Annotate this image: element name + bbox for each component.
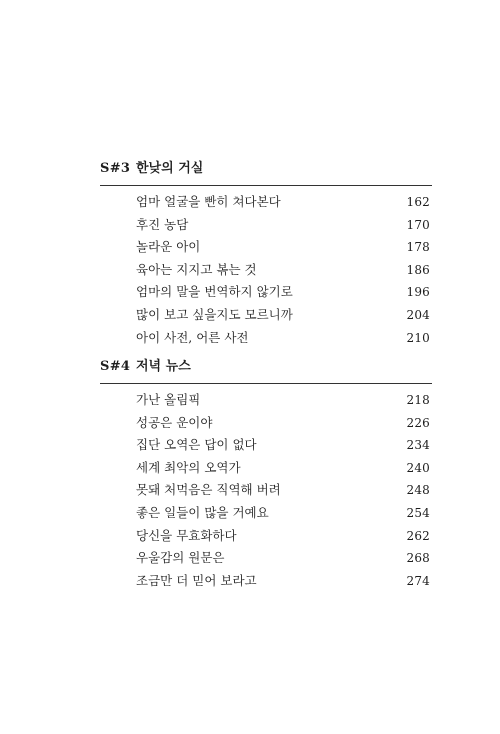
chapter-title: 못돼 처먹음은 직역해 버려 bbox=[136, 482, 281, 498]
page-number: 162 bbox=[406, 195, 430, 209]
chapter-title: 조금만 더 믿어 보라고 bbox=[136, 572, 257, 588]
chapter-title: 성공은 운이야 bbox=[136, 414, 213, 430]
section-code: S#3 bbox=[100, 161, 131, 176]
section-s4 bbox=[0, 355, 500, 588]
chapter-title: 놀라운 아이 bbox=[136, 239, 201, 255]
chapter-title: 좋은 일들이 많을 거예요 bbox=[136, 504, 269, 520]
page-number: 170 bbox=[406, 217, 430, 232]
chapter-entry[interactable] bbox=[136, 434, 430, 457]
chapter-title: 많이 보고 싶을지도 모르니까 bbox=[136, 306, 293, 322]
section-header bbox=[0, 355, 500, 379]
page-number: 186 bbox=[406, 262, 430, 277]
chapter-title: 육아는 지지고 볶는 것 bbox=[136, 261, 257, 277]
chapter-entry[interactable] bbox=[136, 389, 430, 412]
chapter-entry[interactable] bbox=[136, 570, 430, 593]
chapter-list bbox=[136, 191, 430, 349]
page-number: 262 bbox=[406, 528, 430, 543]
page-number: 240 bbox=[406, 460, 430, 475]
chapter-title: 가난 올림픽 bbox=[136, 392, 201, 407]
page-number: 234 bbox=[406, 438, 430, 453]
chapter-title: 엄마의 말을 번역하지 않기로 bbox=[136, 284, 293, 300]
page-number: 196 bbox=[406, 285, 430, 300]
page-number: 178 bbox=[406, 240, 430, 255]
chapter-entry[interactable] bbox=[136, 412, 430, 435]
chapter-title: 아이 사전, 어른 사전 bbox=[136, 329, 249, 345]
chapter-entry[interactable] bbox=[136, 214, 430, 237]
chapter-title: 우울감의 원문은 bbox=[136, 550, 225, 566]
section-divider bbox=[100, 185, 432, 186]
chapter-title: 엄마 얼굴을 빤히 쳐다본다 bbox=[136, 194, 281, 209]
page-number: 254 bbox=[406, 505, 430, 520]
page-number: 204 bbox=[406, 307, 430, 322]
chapter-entry[interactable] bbox=[136, 304, 430, 327]
chapter-entry[interactable] bbox=[136, 457, 430, 480]
page-number: 268 bbox=[406, 551, 430, 566]
chapter-title: 세계 최악의 오역가 bbox=[136, 459, 241, 475]
chapter-list bbox=[136, 389, 430, 592]
section-s3 bbox=[0, 157, 500, 345]
section-title: 한낮의 거실 bbox=[136, 161, 204, 176]
chapter-title: 집단 오역은 답이 없다 bbox=[136, 437, 257, 453]
section-code: S#4 bbox=[100, 359, 131, 374]
page-number: 226 bbox=[406, 415, 430, 430]
chapter-entry[interactable] bbox=[136, 259, 430, 282]
page-number: 274 bbox=[406, 573, 430, 588]
chapter-entry[interactable] bbox=[136, 327, 430, 350]
chapter-entry[interactable] bbox=[136, 525, 430, 548]
chapter-entry[interactable] bbox=[136, 236, 430, 259]
section-title: 저녁 뉴스 bbox=[136, 359, 191, 374]
page-number: 248 bbox=[406, 483, 430, 498]
chapter-title: 후진 농담 bbox=[136, 216, 189, 232]
chapter-title: 당신을 무효화하다 bbox=[136, 527, 237, 543]
page-number: 218 bbox=[406, 393, 430, 407]
chapter-entry[interactable] bbox=[136, 547, 430, 570]
section-header bbox=[0, 157, 500, 181]
chapter-entry[interactable] bbox=[136, 502, 430, 525]
chapter-entry[interactable] bbox=[136, 281, 430, 304]
chapter-entry[interactable] bbox=[136, 191, 430, 214]
chapter-entry[interactable] bbox=[136, 479, 430, 502]
page-number: 210 bbox=[406, 330, 430, 345]
section-divider bbox=[100, 383, 432, 384]
